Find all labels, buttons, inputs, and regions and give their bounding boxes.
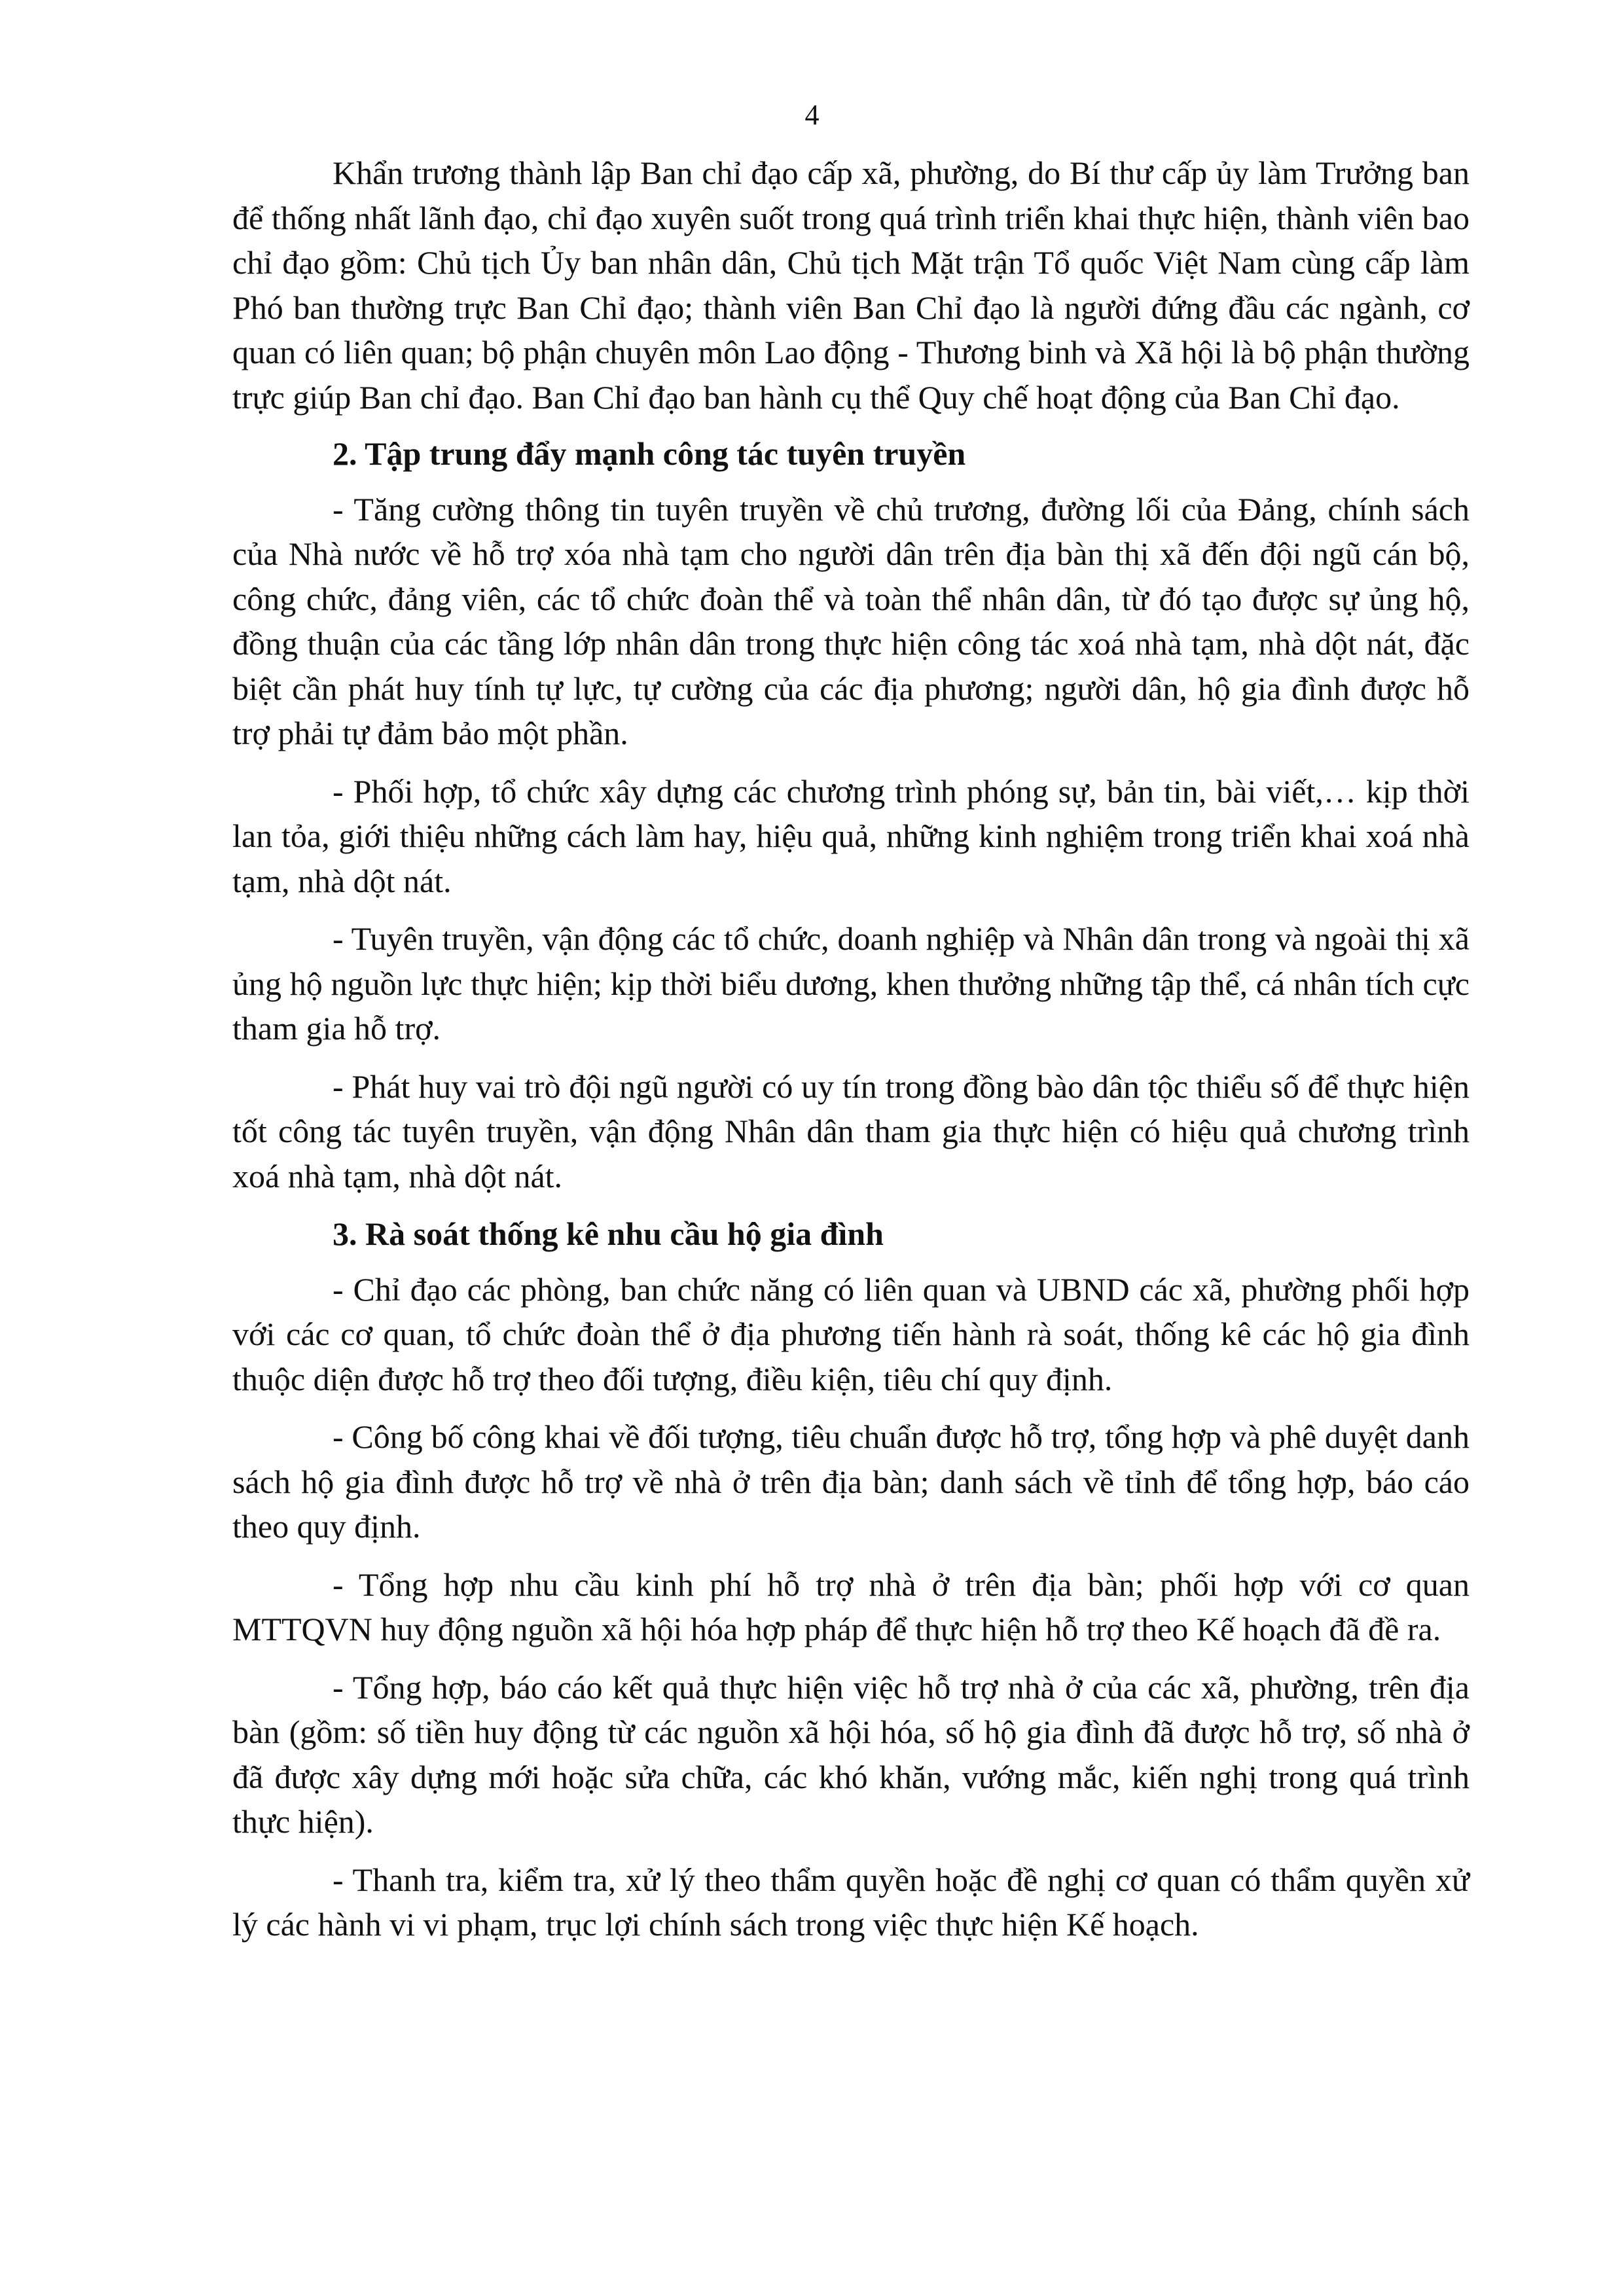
section-3-paragraph-2: - Công bố công khai về đối tượng, tiêu chuẩn được hỗ trợ, tổng hợp và phê duyệt danh sách hộ gia đình được hỗ trợ về nhà ở trên địa bàn; danh sách về tỉnh để tổng hợp, báo cáo theo quy định.	[232, 1418, 1470, 1545]
section-heading-2: 2. Tập trung đẩy mạnh công tác tuyên truyền	[333, 435, 966, 472]
document-body	[232, 151, 1470, 1960]
section-2-paragraph-4: - Phát huy vai trò đội ngũ người có uy tín trong đồng bào dân tộc thiểu số để thực hiện tốt công tác tuyên truyền, vận động Nhân dân tham gia thực hiện có hiệu quả chương trình xoá nhà tạm, nhà dột nát.	[232, 1067, 1470, 1194]
section-3-paragraph-3: - Tổng hợp nhu cầu kinh phí hỗ trợ nhà ở trên địa bàn; phối hợp với cơ quan MTTQVN huy động nguồn xã hội hóa hợp pháp để thực hiện hỗ trợ theo Kế hoạch đã đề ra.	[232, 1566, 1470, 1647]
section-2-paragraph-1: - Tăng cường thông tin tuyên truyền về chủ trương, đường lối của Đảng, chính sách của Nhà nước về hỗ trợ xóa nhà tạm cho người dân trên địa bàn thị xã đến đội ngũ cán bộ, công chức, đảng viên, các tổ chức đoàn thể và toàn thể nhân dân, từ đó tạo được sự ủng hộ, đồng thuận của các tầng lớp nhân dân trong thực hiện công tác xoá nhà tạm, nhà dột nát, đặc biệt cần phát huy tính tự lực, tự cường của các địa phương; người dân, hộ gia đình được hỗ trợ phải tự đảm bảo một phần.	[232, 490, 1470, 751]
intro-paragraph: Khẩn trương thành lập Ban chỉ đạo cấp xã, phường, do Bí thư cấp ủy làm Trưởng ban để thống nhất lãnh đạo, chỉ đạo xuyên suốt trong quá trình triển khai thực hiện, thành viên bao chỉ đạo gồm: Chủ tịch Ủy ban nhân dân, Chủ tịch Mặt trận Tổ quốc Việt Nam cùng cấp làm Phó ban thường trực Ban Chỉ đạo; thành viên Ban Chỉ đạo là người đứng đầu các ngành, cơ quan có liên quan; bộ phận chuyên môn Lao động - Thương binh và Xã hội là bộ phận thường trực giúp Ban chỉ đạo. Ban Chỉ đạo ban hành cụ thể Quy chế hoạt động của Ban Chỉ đạo.	[232, 154, 1470, 416]
section-3-paragraph-5: - Thanh tra, kiểm tra, xử lý theo thẩm quyền hoặc đề nghị cơ quan có thẩm quyền xử lý các hành vi vi phạm, trục lợi chính sách trong việc thực hiện Kế hoạch.	[232, 1861, 1470, 1943]
section-3-paragraph-1: - Chỉ đạo các phòng, ban chức năng có liên quan và UBND các xã, phường phối hợp với các cơ quan, tổ chức đoàn thể ở địa phương tiến hành rà soát, thống kê các hộ gia đình thuộc diện được hỗ trợ theo đối tượng, điều kiện, tiêu chí quy định.	[232, 1270, 1470, 1397]
page-number: 4	[804, 99, 820, 131]
section-2-paragraph-2: - Phối hợp, tổ chức xây dựng các chương trình phóng sự, bản tin, bài viết,… kịp thời lan tỏa, giới thiệu những cách làm hay, hiệu quả, những kinh nghiệm trong triển khai xoá nhà tạm, nhà dột nát.	[232, 772, 1470, 899]
section-2-paragraph-3: - Tuyên truyền, vận động các tổ chức, doanh nghiệp và Nhân dân trong và ngoài thị xã ủng hộ nguồn lực thực hiện; kịp thời biểu dương, khen thưởng những tập thể, cá nhân tích cực tham gia hỗ trợ.	[232, 920, 1470, 1047]
section-heading-3: 3. Rà soát thống kê nhu cầu hộ gia đình	[333, 1215, 884, 1252]
section-3-paragraph-4: - Tổng hợp, báo cáo kết quả thực hiện việc hỗ trợ nhà ở của các xã, phường, trên địa bàn (gồm: số tiền huy động từ các nguồn xã hội hóa, số hộ gia đình đã được hỗ trợ, số nhà ở đã được xây dựng mới hoặc sửa chữa, các khó khăn, vướng mắc, kiến nghị trong quá trình thực hiện).	[232, 1668, 1470, 1840]
